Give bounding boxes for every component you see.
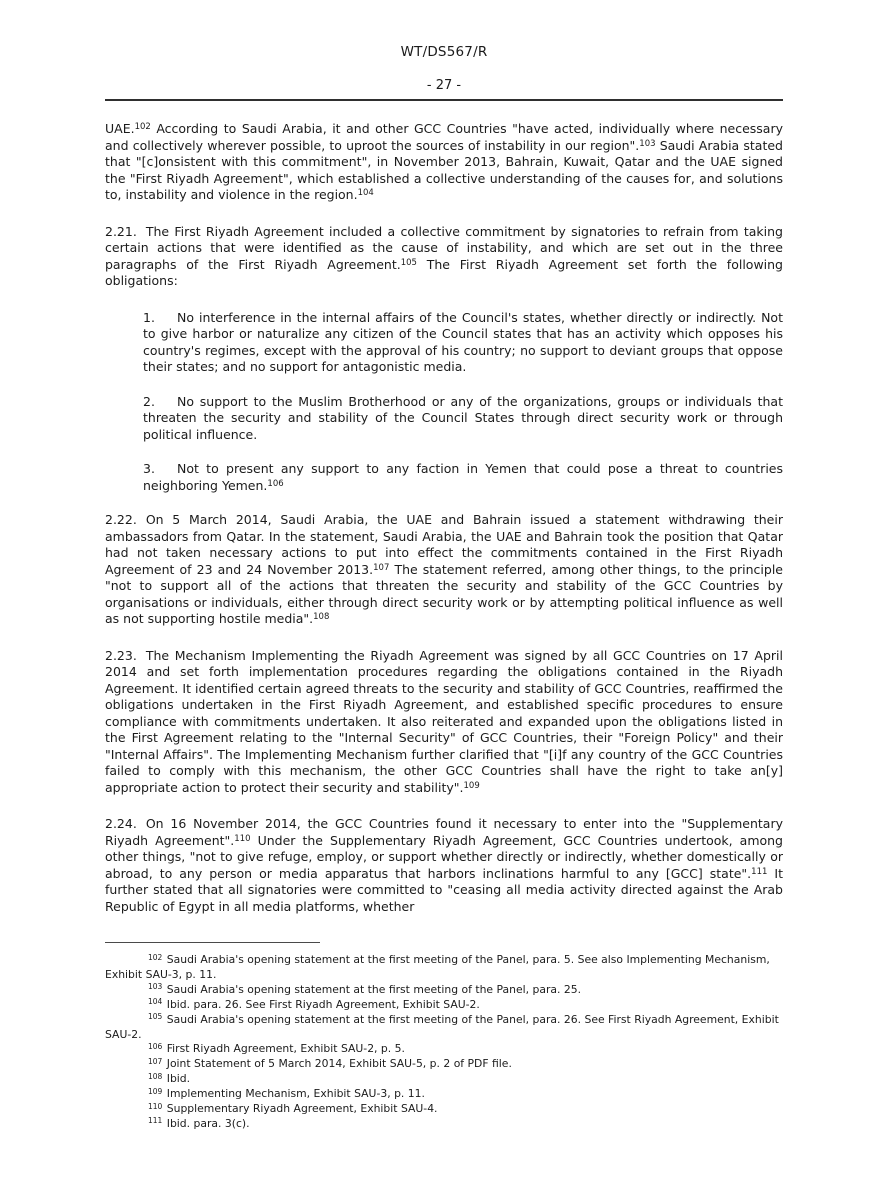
footnote-107 xyxy=(105,1057,783,1072)
footnote-text: Ibid. xyxy=(163,1072,191,1086)
footnote-number: 107 xyxy=(148,1056,163,1066)
footnote-110 xyxy=(105,1102,783,1117)
footnotes-section xyxy=(105,942,783,1132)
footnote-text: First Riyadh Agreement, Exhibit SAU-2, p. 5. xyxy=(163,1042,405,1056)
footnote-ref: 104 xyxy=(357,188,374,198)
footnote-104 xyxy=(105,998,783,1013)
footnote-text: Joint Statement of 5 March 2014, Exhibit SAU-5, p. 2 of PDF file. xyxy=(163,1057,512,1071)
footnote-number: 111 xyxy=(148,1116,163,1126)
footnote-ref: 110 xyxy=(234,833,251,844)
footnote-number: 102 xyxy=(148,952,163,962)
text-run: On 5 March 2014, Saudi Arabia, the UAE and Bahrain issued a statement withdrawing their ambassadors from Qatar. In the statement, Saudi Arabia, the UAE and Bahrain took the position that Qatar had not taken necessary actions to put into effect the commitments contained in the First Riyadh Agreement of 23 and 24 November 2013. xyxy=(105,512,783,577)
footnote-109 xyxy=(105,1087,783,1102)
paragraph-number: 2.21. xyxy=(105,223,137,239)
text-run: Not to present any support to any faction in Yemen that could pose a threat to countries neighboring Yemen. xyxy=(143,461,783,493)
text-run: No interference in the internal affairs of the Council's states, whether directly or indirectly. Not to give harbor or naturalize any citizen of the Council states that has an activity which opposes his country's regimes, except with the approval of his country; no support to deviant groups that oppose their states; and no support for antagonistic media. xyxy=(143,309,783,374)
footnote-103 xyxy=(105,983,783,998)
footnote-text: Supplementary Riyadh Agreement, Exhibit SAU-4. xyxy=(163,1102,438,1116)
footnote-ref: 106 xyxy=(267,478,284,489)
document-body xyxy=(105,121,783,939)
paragraph-2-21 xyxy=(105,224,783,290)
quote-item-text xyxy=(143,394,783,442)
footnote-text: Ibid. para. 26. See First Riyadh Agreement, Exhibit SAU-2. xyxy=(163,997,480,1011)
footnote-number: 103 xyxy=(148,982,163,992)
footnote-102 xyxy=(105,953,783,983)
page-number: - 27 - xyxy=(426,78,462,93)
paragraph-text xyxy=(105,224,783,289)
paragraph-2-24 xyxy=(105,816,783,915)
paragraph-number: 2.22. xyxy=(105,512,137,527)
footnote-106 xyxy=(105,1042,783,1057)
quote-item-number: 2. xyxy=(143,393,155,409)
footnote-ref: 105 xyxy=(400,257,417,268)
footnote-ref: 107 xyxy=(373,562,390,573)
text-run: The Mechanism Implementing the Riyadh Agreement was signed by all GCC Countries on 17 April 2014 and set forth implementation procedures regarding the obligations contained in the Riyadh Agreement. It identified certain agreed threats to the security and stability of GCC Countries, reaffirmed the obligations undertaken in the First Riyadh Agreement, and established specific procedures to ensure compliance with commitments undertaken. It also reiterated and expanded upon the obligations listed in the First Agreement relating to the "Internal Security" of GCC Countries, their "Foreign Policy" and their "Internal Affairs". The Implementing Mechanism further clarified that "[i]f any country of the GCC Countries failed to comply with this mechanism, the other GCC Countries shall have the right to take an[y] appropriate action to protect their security and stability". xyxy=(105,647,783,795)
footnote-text: Ibid. para. 3(c). xyxy=(163,1116,250,1130)
footnote-111 xyxy=(105,1117,783,1132)
paragraph-continuation xyxy=(105,121,783,204)
text-run: The First Riyadh Agreement included a collective commitment by signatories to refrain from taking certain actions that were identified as the cause of instability, and which are set out in the three paragraphs of the First Riyadh Agreement. xyxy=(105,223,783,272)
text-run: Under the Supplementary Riyadh Agreement, GCC Countries undertook, among other things, "not to give refuge, employ, or support whether directly or indirectly, whether domestically or abroad, to any person or media apparatus that harbors inclinations harmful to any [GCC] state". xyxy=(105,832,783,881)
footnote-separator xyxy=(105,942,320,943)
paragraph-text xyxy=(105,816,783,914)
footnote-ref: 111 xyxy=(751,866,768,877)
footnote-108 xyxy=(105,1072,783,1087)
quote-item-text xyxy=(143,310,783,375)
quote-item-number: 1. xyxy=(143,309,155,325)
page-header xyxy=(105,45,783,101)
paragraph-number: 2.24. xyxy=(105,816,137,831)
footnote-number: 106 xyxy=(148,1041,163,1051)
paragraph-number: 2.23. xyxy=(105,647,137,663)
footnote-ref: 103 xyxy=(639,138,656,149)
quote-item-2 xyxy=(143,394,783,444)
footnote-number: 104 xyxy=(148,997,163,1007)
text-run: It further stated that all signatories were committed to "ceasing all media activity directed against the Arab Republic of Egypt in all media platforms, whether xyxy=(105,865,783,914)
footnote-ref: 109 xyxy=(463,780,480,791)
quote-item-text xyxy=(143,461,783,493)
text-run: Saudi Arabia stated that "[c]onsistent with this commitment", in November 2013, Bahrain, Kuwait, Qatar and the UAE signed the "First Riyadh Agreement", which established a collective understanding of the causes for, and solutions to, instability and violence in the region. xyxy=(105,137,783,202)
text-run: The statement referred, among other things, to the principle "not to support all of the actions that threaten the security and stability of the GCC Countries by organisations or individuals, either through direct security work or by attempting political influence as well as not supporting hostile media". xyxy=(105,561,783,626)
paragraph-2-22 xyxy=(105,512,783,628)
header-rule xyxy=(105,99,783,101)
text-run: No support to the Muslim Brotherhood or any of the organizations, groups or individuals that threaten the security and stability of the Council States through direct security work or through political influence. xyxy=(143,393,783,442)
footnote-105 xyxy=(105,1013,783,1043)
text-run: According to Saudi Arabia, it and other GCC Countries "have acted, individually where necessary and collectively wherever possible, to uproot the sources of instability in our region". xyxy=(105,121,783,153)
footnote-text: Saudi Arabia's opening statement at the first meeting of the Panel, para. 25. xyxy=(163,982,582,996)
footnote-number: 110 xyxy=(148,1101,163,1111)
footnote-text: Implementing Mechanism, Exhibit SAU-3, p. 11. xyxy=(163,1087,425,1101)
paragraph-text xyxy=(105,512,783,626)
footnote-ref: 108 xyxy=(313,612,330,622)
footnote-text: Saudi Arabia's opening statement at the first meeting of the Panel, para. 5. See also Implementing Mechanism, Exhibit SAU-3, p. 11. xyxy=(105,953,770,981)
footnote-number: 109 xyxy=(148,1086,163,1096)
footnote-number: 105 xyxy=(148,1012,163,1022)
paragraph-2-23 xyxy=(105,648,783,797)
footnote-number: 108 xyxy=(148,1071,163,1081)
paragraph-text xyxy=(105,648,783,795)
quote-item-3 xyxy=(143,461,783,494)
quote-item-1 xyxy=(143,310,783,376)
document-symbol: WT/DS567/R xyxy=(400,44,488,60)
quote-item-number: 3. xyxy=(143,461,155,476)
footnote-text: Saudi Arabia's opening statement at the first meeting of the Panel, para. 26. See First Riyadh Agreement, Exhibit SAU-2. xyxy=(105,1012,779,1041)
text-run: UAE. xyxy=(105,121,135,136)
text-run: The First Riyadh Agreement set forth the following obligations: xyxy=(105,256,783,288)
footnote-ref: 102 xyxy=(134,122,151,132)
text-run: On 16 November 2014, the GCC Countries found it necessary to enter into the "Supplementary Riyadh Agreement". xyxy=(105,816,783,848)
